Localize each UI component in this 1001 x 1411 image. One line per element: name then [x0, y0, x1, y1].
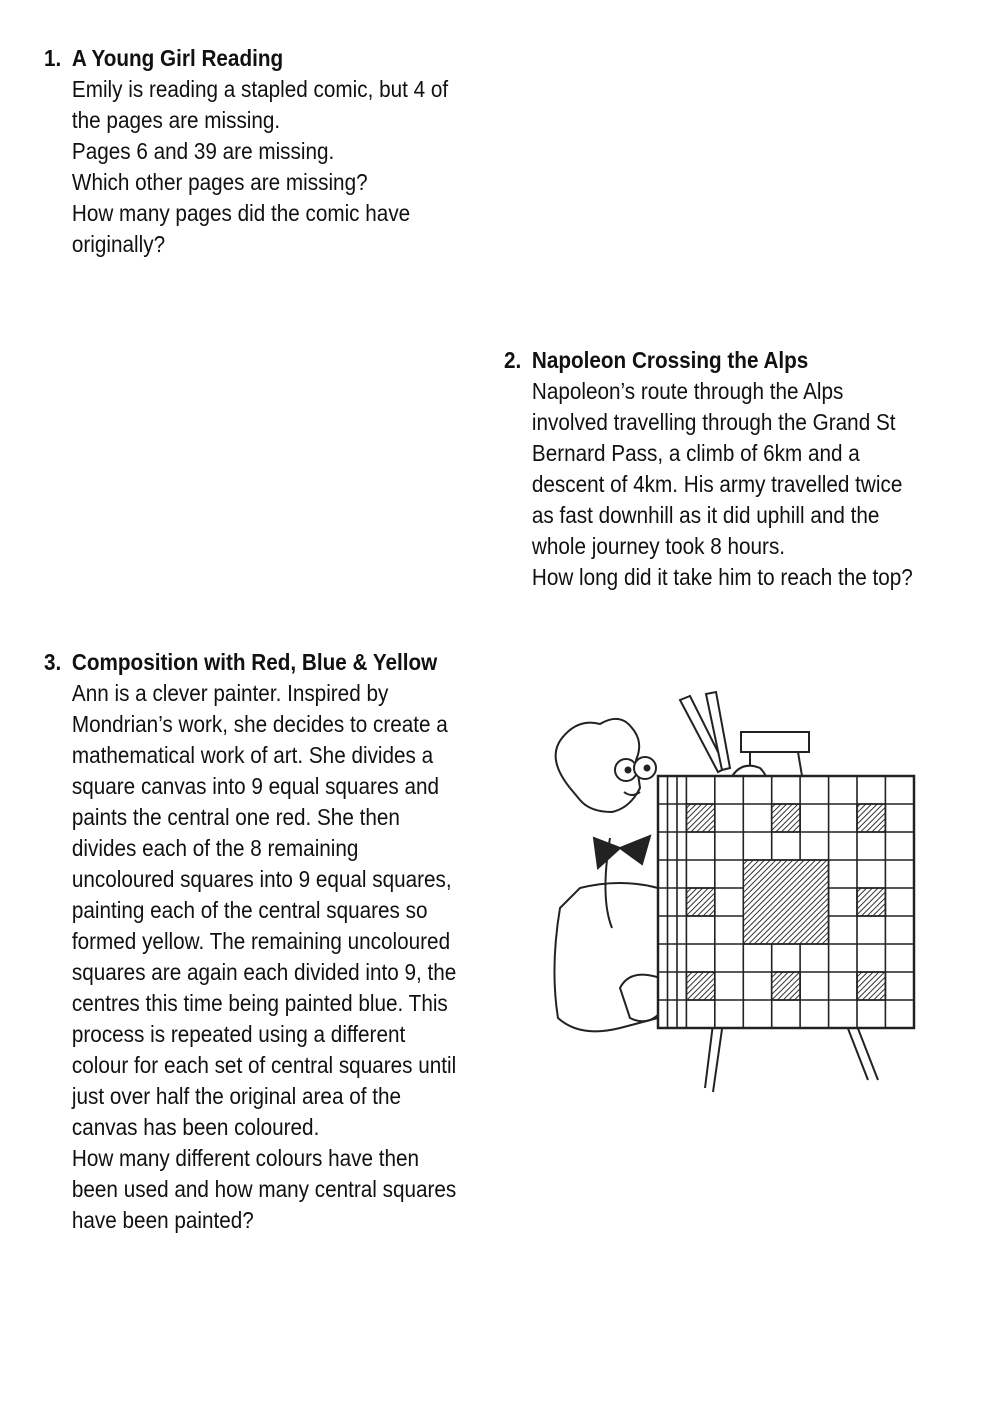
text-line: Emily is reading a stapled comic, but 4 of: [71, 76, 449, 102]
problem-2-title: Napoleon Crossing the Alps: [531, 347, 809, 373]
problem-3-text: [44, 678, 456, 1236]
text-line: centres this time being painted blue. This: [71, 990, 448, 1016]
text-line: squares are again each divided into 9, the: [71, 959, 457, 985]
text-line: painting each of the central squares so: [71, 897, 428, 923]
central-square: [743, 860, 828, 944]
text-line: have been painted?: [71, 1207, 254, 1233]
text-line: Pages 6 and 39 are missing.: [71, 138, 335, 164]
text-line: Ann is a clever painter. Inspired by: [71, 680, 389, 706]
text-line: whole journey took 8 hours.: [531, 533, 786, 559]
problem-2: [504, 345, 958, 593]
problem-1-heading: [44, 43, 448, 74]
text-line: just over half the original area of the: [71, 1083, 402, 1109]
problem-3-number: 3.: [44, 649, 62, 675]
text-line: paints the central one red. She then: [71, 804, 400, 830]
text-line: descent of 4km. His army travelled twice: [531, 471, 903, 497]
sub-central-square: [772, 972, 800, 1000]
paintbrushes: [680, 692, 730, 772]
text-line: involved travelling through the Grand St: [531, 409, 896, 435]
gridded-canvas: [658, 776, 914, 1028]
text-line: formed yellow. The remaining uncoloured: [71, 928, 451, 954]
sub-central-square: [857, 972, 885, 1000]
text-line: How long did it take him to reach the top?: [531, 564, 913, 590]
problem-2-heading: [504, 345, 913, 376]
text-line: Napoleon’s route through the Alps: [531, 378, 844, 404]
text-line: Bernard Pass, a climb of 6km and a: [531, 440, 860, 466]
problem-3-heading: [44, 647, 456, 678]
problem-3-title: Composition with Red, Blue & Yellow: [71, 649, 438, 675]
sub-central-square: [857, 804, 885, 832]
sub-central-square: [772, 804, 800, 832]
problem-1: [44, 43, 493, 260]
sub-central-square: [686, 972, 714, 1000]
text-line: mathematical work of art. She divides a: [71, 742, 434, 768]
problem-2-number: 2.: [504, 347, 522, 373]
text-line: How many pages did the comic have: [71, 200, 411, 226]
text-line: process is repeated using a different: [71, 1021, 406, 1047]
text-line: colour for each set of central squares until: [71, 1052, 457, 1078]
text-line: uncoloured squares into 9 equal squares,: [71, 866, 452, 892]
text-line: been used and how many central squares: [71, 1176, 457, 1202]
text-line: the pages are missing.: [71, 107, 281, 133]
problem-1-title: A Young Girl Reading: [71, 45, 284, 71]
problem-3: [44, 647, 502, 1236]
sub-central-square: [857, 888, 885, 916]
sub-central-square: [686, 888, 714, 916]
text-line: originally?: [71, 231, 166, 257]
text-line: How many different colours have then: [71, 1145, 420, 1171]
text-line: as fast downhill as it did uphill and the: [531, 502, 880, 528]
problem-1-number: 1.: [44, 45, 62, 71]
sub-central-square: [686, 804, 714, 832]
text-line: canvas has been coloured.: [71, 1114, 320, 1140]
problem-1-text: [44, 74, 448, 260]
painter-canvas-illustration: [540, 688, 940, 1098]
text-line: square canvas into 9 equal squares and: [71, 773, 440, 799]
text-line: Which other pages are missing?: [71, 169, 368, 195]
text-line: Mondrian’s work, she decides to create a: [71, 711, 448, 737]
text-line: divides each of the 8 remaining: [71, 835, 359, 861]
problem-2-text: [504, 376, 913, 593]
